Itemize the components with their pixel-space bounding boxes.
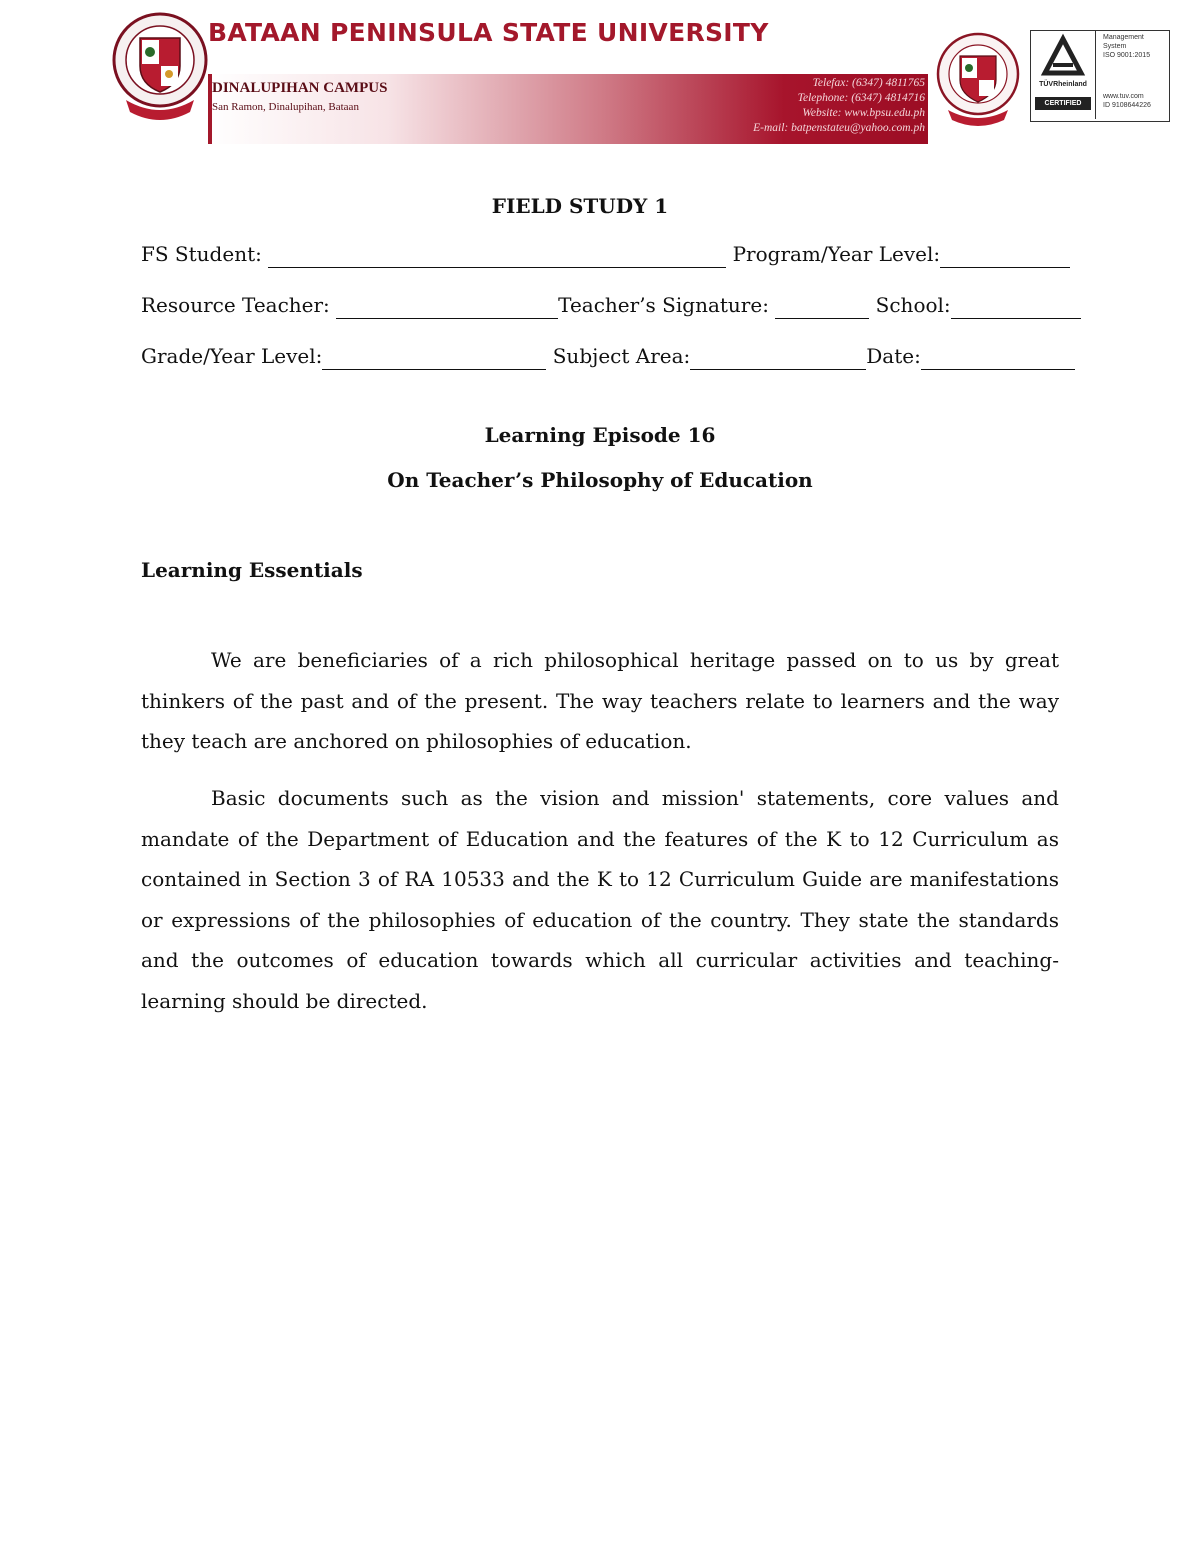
telefax: Telefax: (6347) 4811765 — [812, 77, 925, 89]
fs-student-field[interactable] — [268, 245, 726, 268]
telephone: Telephone: (6347) 4814716 — [797, 92, 925, 104]
cert-system-line: System — [1103, 43, 1127, 50]
cert-id-line: ID 9108644226 — [1103, 102, 1151, 109]
date-label: Date: — [866, 344, 921, 368]
episode-title: Learning Episode 16 — [484, 423, 716, 447]
cert-system-line: Management — [1103, 34, 1144, 41]
contact-info — [680, 76, 925, 136]
email: E-mail: batpenstateu@yahoo.com.ph — [753, 122, 925, 134]
tuv-badge — [1031, 31, 1096, 119]
paragraph: Basic documents such as the vision and mission' statements, core values and mandate of the Department of Education and the features of the K to 12 Curriculum as contained in Section 3 of RA 10533 and the K to 12 Curriculum Guide are manifestations or expressions of the philosophies of education of the country. They state the standards and the outcomes of education towards which all curricular activities and teaching-learning should be directed. — [141, 786, 1059, 1013]
campus-seal-icon — [934, 22, 1022, 130]
document-title: FIELD STUDY 1 — [491, 194, 669, 218]
subject-area-field[interactable] — [690, 347, 866, 370]
university-seal-icon — [112, 8, 208, 128]
letterhead — [0, 0, 1200, 150]
grade-year-label: Grade/Year Level: — [141, 344, 323, 368]
subject-area-label: Subject Area: — [552, 344, 691, 368]
program-year-label: Program/Year Level: — [732, 242, 941, 266]
cert-id-line: www.tuv.com — [1103, 93, 1144, 100]
campus-address: San Ramon, Dinalupihan, Bataan — [212, 101, 359, 113]
section-heading: Learning Essentials — [141, 558, 363, 582]
teacher-signature-label: Teacher’s Signature: — [558, 293, 769, 317]
episode-topic: On Teacher’s Philosophy of Education — [387, 468, 813, 492]
website: Website: www.bpsu.edu.ph — [802, 107, 925, 119]
form-row-grade — [141, 342, 1071, 370]
university-name: BATAAN PENINSULA STATE UNIVERSITY — [208, 18, 769, 47]
teacher-signature-field[interactable] — [775, 296, 869, 319]
paragraph: We are beneficiaries of a rich philosophical heritage passed on to us by great thinkers of the past and of the present. The way teachers relate to learners and the way they teach are anchored on philosophies of education. — [141, 648, 1059, 753]
form-row-student — [141, 240, 1071, 268]
school-label: School: — [875, 293, 951, 317]
resource-teacher-label: Resource Teacher: — [141, 293, 330, 317]
campus-name: DINALUPIHAN CAMPUS — [212, 80, 388, 96]
cert-details — [1103, 33, 1167, 110]
school-field[interactable] — [951, 296, 1081, 319]
tuv-triangle-icon — [1033, 33, 1093, 81]
program-year-field[interactable] — [940, 245, 1070, 268]
certified-label: CERTIFIED — [1035, 97, 1091, 110]
tuv-label: TÜVRheinland — [1039, 81, 1087, 88]
form-row-teacher — [141, 291, 1071, 319]
iso-certification-box — [1030, 30, 1170, 122]
cert-system-line: ISO 9001:2015 — [1103, 52, 1151, 59]
date-field[interactable] — [921, 347, 1075, 370]
grade-year-field[interactable] — [322, 347, 546, 370]
fs-student-label: FS Student: — [141, 242, 262, 266]
resource-teacher-field[interactable] — [336, 296, 558, 319]
